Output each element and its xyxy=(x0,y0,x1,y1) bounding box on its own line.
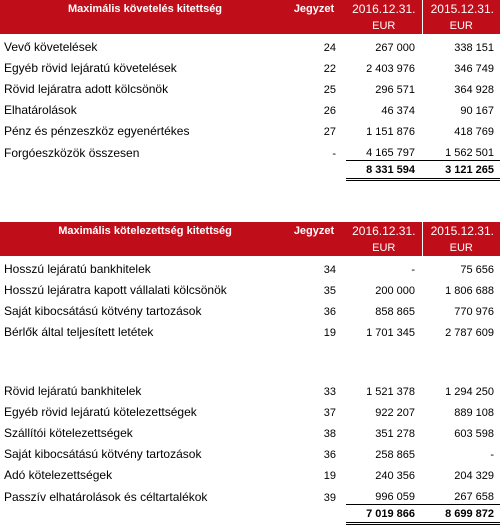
row-note: 27 xyxy=(323,126,336,138)
year-2015-header: 2015.12.31. xyxy=(422,0,500,18)
value-2015: 75 656 xyxy=(460,264,494,276)
value-2016: 2 403 976 xyxy=(366,63,415,75)
total-row xyxy=(0,161,500,180)
table-row xyxy=(0,97,500,118)
value-2015: 770 976 xyxy=(454,306,494,318)
table-title: Maximális kötelezettség kitettség xyxy=(0,222,282,240)
total-2015: 8 699 872 xyxy=(422,505,500,524)
row-label: Rövid lejáratra adott kölcsönök xyxy=(4,82,169,96)
value-2015: 1 806 688 xyxy=(445,285,494,297)
row-note: 36 xyxy=(323,306,336,318)
note-column-header: Jegyzet xyxy=(282,222,346,240)
row-note: 38 xyxy=(323,428,336,440)
value-2015: 204 329 xyxy=(454,470,494,482)
currency-label: EUR xyxy=(422,240,500,256)
table-row xyxy=(0,378,500,399)
table-row xyxy=(0,462,500,483)
table-row xyxy=(0,420,500,441)
row-label: Saját kibocsátású kötvény tartozások xyxy=(4,447,202,461)
value-2016: 4 165 797 xyxy=(346,139,422,161)
spacer-row xyxy=(0,340,500,359)
row-note: 19 xyxy=(323,327,336,339)
row-note: 34 xyxy=(323,264,336,276)
table-title: Maximális követelés kitettség xyxy=(0,0,282,18)
value-2015: 90 167 xyxy=(460,105,494,117)
currency-label: EUR xyxy=(346,18,422,34)
value-2016: 922 207 xyxy=(375,407,415,419)
table-row xyxy=(0,441,500,462)
value-2015: 1 294 250 xyxy=(445,386,494,398)
row-note: 26 xyxy=(323,105,336,117)
total-2016: 7 019 866 xyxy=(346,505,422,524)
value-2016: 996 059 xyxy=(346,483,422,505)
table-row xyxy=(0,298,500,319)
row-label: Szállítói kötelezettségek xyxy=(4,426,133,440)
table-header-row xyxy=(0,222,500,240)
table-row xyxy=(0,319,500,340)
value-2016: 296 571 xyxy=(375,84,415,96)
row-note: 35 xyxy=(323,285,336,297)
value-2016: 351 278 xyxy=(375,428,415,440)
value-2016: 1 521 378 xyxy=(366,386,415,398)
row-note: 36 xyxy=(323,449,336,461)
table-row xyxy=(0,55,500,76)
table-row xyxy=(0,76,500,97)
value-2016: 1 151 876 xyxy=(366,126,415,138)
value-2015: 418 769 xyxy=(454,126,494,138)
row-label: Egyéb rövid lejáratú követelések xyxy=(4,61,177,75)
table-row xyxy=(0,399,500,420)
row-label: Passzív elhatárolások és céltartalékok xyxy=(4,489,208,504)
total-2015: 3 121 265 xyxy=(422,161,500,180)
row-note: 39 xyxy=(323,491,336,504)
row-note: - xyxy=(332,147,336,160)
value-2015: 364 928 xyxy=(454,84,494,96)
year-2016-header: 2016.12.31. xyxy=(346,222,422,240)
currency-label: EUR xyxy=(346,240,422,256)
row-label: Hosszú lejáratú bankhitelek xyxy=(4,262,151,276)
currency-label: EUR xyxy=(422,18,500,34)
row-label: Egyéb rövid lejáratú kötelezettségek xyxy=(4,405,197,419)
row-note: 37 xyxy=(323,407,336,419)
value-2015: 1 562 501 xyxy=(422,139,500,161)
assets-exposure-table xyxy=(0,0,500,181)
value-2016: 1 701 345 xyxy=(366,327,415,339)
note-column-header: Jegyzet xyxy=(282,0,346,18)
value-2015: 346 749 xyxy=(454,63,494,75)
value-2016: 258 865 xyxy=(375,449,415,461)
table-row xyxy=(0,118,500,139)
value-2015: 2 787 609 xyxy=(445,327,494,339)
table-row xyxy=(0,277,500,298)
value-2015: 338 151 xyxy=(454,42,494,54)
table-header-row xyxy=(0,0,500,18)
value-2016: - xyxy=(411,264,415,276)
row-label: Bérlők által teljesített letétek xyxy=(4,325,154,339)
row-label: Rövid lejáratú bankhitelek xyxy=(4,384,142,398)
assets-rows xyxy=(0,34,500,161)
year-2015-header: 2015.12.31. xyxy=(422,222,500,240)
row-label: Vevő követelések xyxy=(4,40,98,54)
total-row xyxy=(0,505,500,524)
row-note: 33 xyxy=(323,386,336,398)
value-2015: 889 108 xyxy=(454,407,494,419)
table-row xyxy=(0,139,500,161)
currency-row xyxy=(0,18,500,34)
spacer-row xyxy=(0,359,500,378)
value-2016: 46 374 xyxy=(381,105,415,117)
value-2016: 858 865 xyxy=(375,306,415,318)
table-row xyxy=(0,483,500,505)
row-label: Pénz és pénzeszköz egyenértékes xyxy=(4,124,190,138)
value-2015: 267 658 xyxy=(422,483,500,505)
row-label: Saját kibocsátású kötvény tartozások xyxy=(4,304,202,318)
row-note: 19 xyxy=(323,470,336,482)
value-2016: 267 000 xyxy=(375,42,415,54)
row-note: 25 xyxy=(323,84,336,96)
value-2015: 603 598 xyxy=(454,428,494,440)
row-note: 24 xyxy=(323,42,336,54)
row-label: Adó kötelezettségek xyxy=(4,468,113,482)
currency-row xyxy=(0,240,500,256)
year-2016-header: 2016.12.31. xyxy=(346,0,422,18)
value-2016: 200 000 xyxy=(375,285,415,297)
row-label: Hosszú lejáratra kapott vállalati kölcsönök xyxy=(4,283,227,297)
value-2015: - xyxy=(490,449,494,461)
table-row xyxy=(0,34,500,55)
table-row xyxy=(0,256,500,277)
total-2016: 8 331 594 xyxy=(346,161,422,180)
value-2016: 240 356 xyxy=(375,470,415,482)
row-label: Elhatárolások xyxy=(4,103,77,117)
row-label: Forgóeszközök összesen xyxy=(4,145,140,160)
row-note: 22 xyxy=(323,63,336,75)
liabilities-exposure-table xyxy=(0,222,500,525)
